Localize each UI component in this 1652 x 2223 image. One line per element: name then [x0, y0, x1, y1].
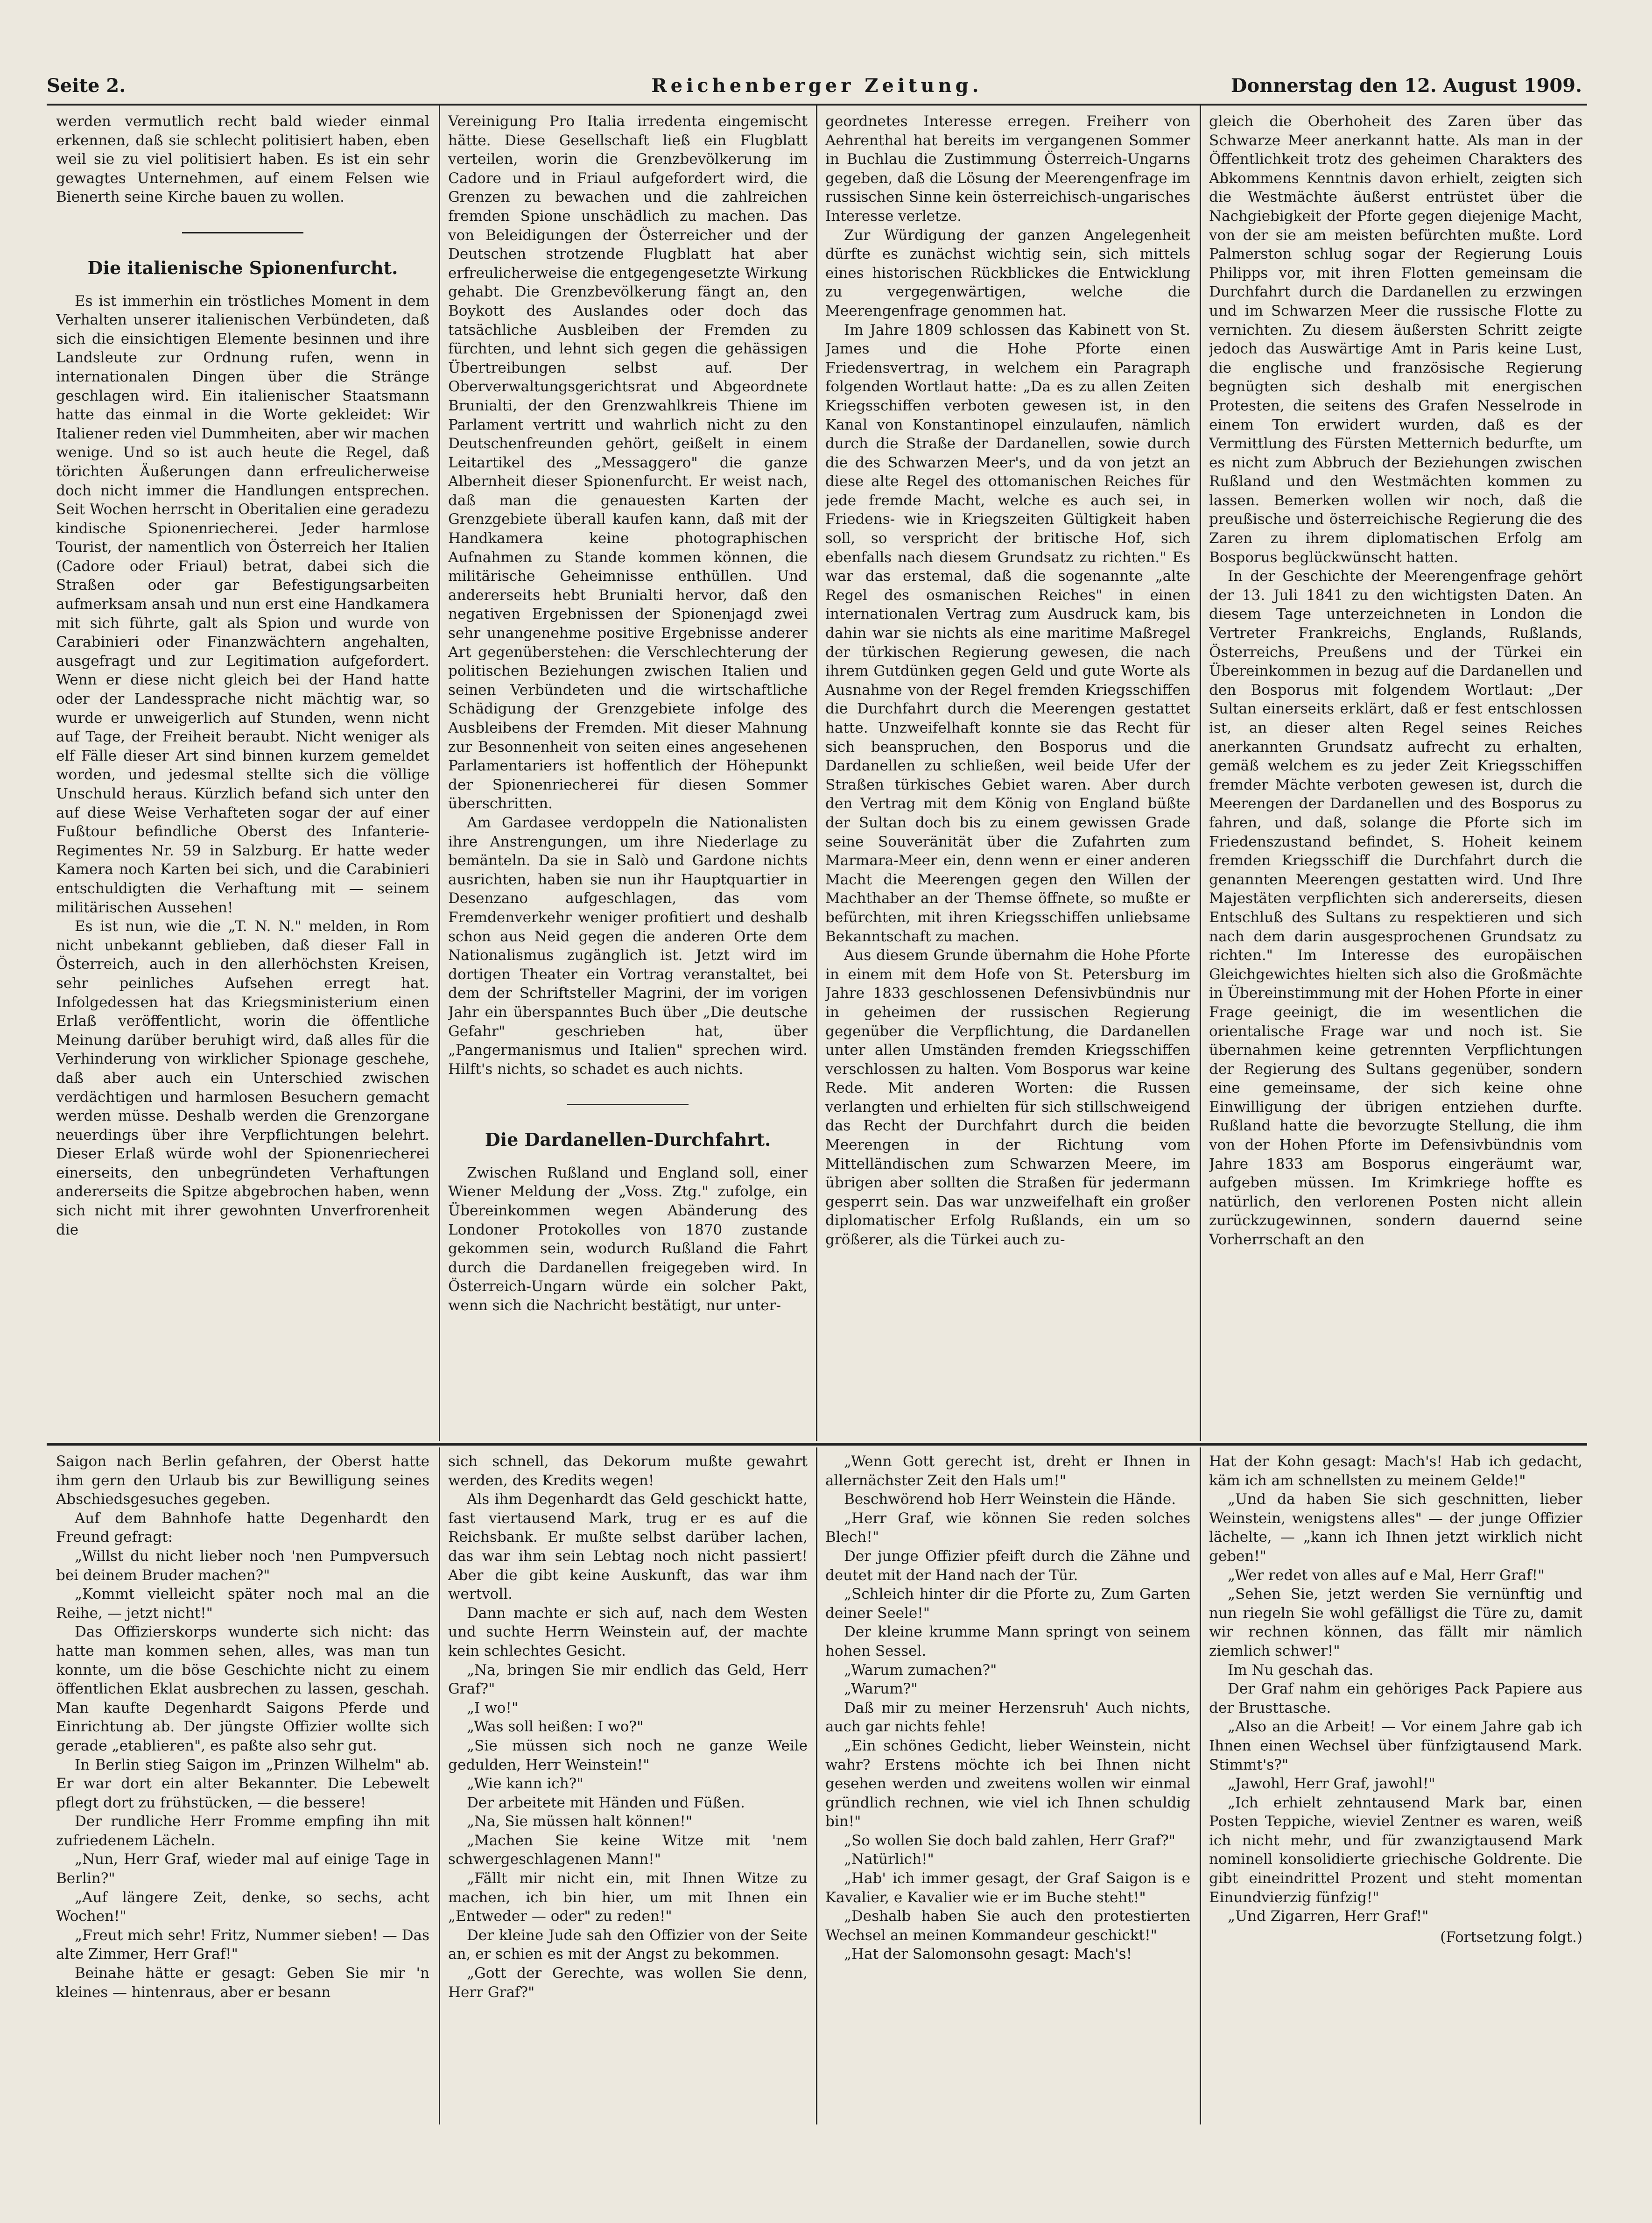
- story-text: „Warum?": [844, 1680, 918, 1698]
- masthead-title: Reichenberger Zeitung.: [651, 75, 983, 97]
- article-text: Aus diesem Grunde übernahm die Hohe Pforte in einem mit dem Hofe von St. Petersburg im Jahre 1833 geschlossenen Defensivbündnis nur in geheimen der russischen Regierung gegenüber die Verpflichtung, die Dardanellen unter allen Umständen fremden Kriegsschiffen verschlossen zu halten. Vom Bosporus war keine Rede. Mit anderen Worten: die Russen verlangten und erhielten für sich stillschweigend das Recht der Durchfahrt durch die beiden Meerengen in der Richtung vom Mittelländischen zum Schwarzen Meere, im übrigen aber sollten die Straßen für jedermann gesperrt sein. Das war unzweifelhaft ein großer diplomatischer Erfolg Rußlands, ein um so größerer, als die Türkei auch zu-: [825, 947, 1190, 1249]
- article-text: werden vermutlich recht bald wieder einmal erkennen, daß sie schlecht politisiert haben, eben weil sie zu viel politisiert haben. Es ist ein sehr gewagtes Unternehmen, auf einem Felsen wie Bienerth seine Kirche bauen zu wollen.: [56, 113, 429, 206]
- story-text: In Berlin stieg Saigon im „Prinzen Wilhelm" ab. Er war dort ein alter Bekannter. Die Lebewelt pflegt dort zu frühstücken, — die bessere!: [56, 1756, 429, 1811]
- story-text: Der kleine krumme Mann springt von seinem hohen Sessel.: [825, 1623, 1190, 1659]
- article-text: Es ist nun, wie die „T. N. N." melden, in Rom nicht unbekannt geblieben, daß dieser Fall in Österreich, auch in den allerhöchsten Kreisen, sehr peinliches Aufsehen erregt hat. Infolgedessen hat das Kriegsministerium einen Erlaß veröffentlicht, worin die öffentliche Meinung darüber beruhigt wird, daß alles für die Verhinderung von wirklicher Spionage geschehe, daß aber auch ein Unterschied zwischen verdächtigen und harmlosen Besuchern gemacht werden müsse. Deshalb werden die Grenzorgane neuerdings über ihre Verpflichtungen belehrt. Dieser Erlaß würde wohl der Spionenriecherei einerseits, den unbegründeten Verhaftungen andererseits die Spitze abgebrochen haben, wenn sich nicht mit ihrer gewohnten Unverfrorenheit die: [56, 918, 429, 1238]
- article-text: In der Geschichte der Meerengenfrage gehört der 13. Juli 1841 zu den wichtigsten Daten. An diesem Tage unterzeichneten in London die Vertreter Frankreichs, Englands, Rußlands, Österreichs, Preußens und der Türkei ein Übereinkommen in bezug auf die Dardanellen und den Bosporus mit folgendem Wortlaut: „Der Sultan einerseits erklärt, daß er fest entschlossen ist, an dieser alten Regel seines Reiches anerkannten Grundsatz aufrecht zu erhalten, gemäß welchem es zu jeder Zeit Kriegsschiffen fremder Mächte verboten gewesen ist, durch die Meerengen der Dardanellen und des Bosporus zu fahren, und daß, solange die Pforte sich im Friedenszustand befindet, S. Hoheit keinem fremden Kriegsschiff die Durchfahrt durch die genannten Meerengen gestatten wird. Und Ihre Majestäten verpflichten sich andererseits, diesen Entschluß des Sultans zu respektieren und sich nach dem darin ausgesprochenen Grundsatz zu richten." Im Interesse des europäischen Gleichgewichtes hielten sich also die Großmächte in Übereinstimmung mit der Hohen Pforte in einer Frage geeinigt, die im wesentlichen die orientalische Frage war und noch ist. Sie übernahmen keine getrennten Verpflichtungen der Regierung des Sultans gegenüber, sondern eine gemeinsame, der sich keine ohne Einwilligung der übrigen entziehen durfte. Rußland hatte die bevorzugte Stellung, die ihm von der Hohen Pforte im Defensivbündnis vom Jahre 1833 am Bosporus eingeräumt war, aufgeben müssen. Im Krimkriege hoffte es natürlich, den verlorenen Posten nicht allein zurückzugewinnen, sondern dauernd seine Vorherrschaft an den: [1209, 568, 1582, 1249]
- story-text: „Also an die Arbeit! — Vor einem Jahre gab ich Ihnen einen Wechsel über fünfzigtausend Mark. Stimmt's?": [1209, 1718, 1582, 1773]
- story-text: „Sie müssen sich noch ne ganze Weile gedulden, Herr Weinstein!": [448, 1737, 808, 1773]
- story-text: Das Offizierskorps wunderte sich nicht: das hatte man kommen sehen, alles, was man tun konnte, um die böse Geschichte nicht zu einem öffentlichen Eklat ausbrechen zu lassen, geschah. Man kaufte Degenhardt Saigons Pferde und Einrichtung ab. Der jüngste Offizier wollte sich gerade „etablieren", es paßte also sehr gut.: [56, 1623, 429, 1754]
- feuilleton-column-3: [825, 1452, 1190, 2120]
- story-text: „Willst du nicht lieber noch 'nen Pumpversuch bei deinem Bruder machen?": [56, 1547, 429, 1584]
- article-column-3: [825, 112, 1190, 1438]
- story-text: „Auf längere Zeit, denke, so sechs, acht Wochen!": [56, 1889, 429, 1925]
- story-text: „Schleich hinter dir die Pforte zu, Zum Garten deiner Seele!": [825, 1586, 1190, 1622]
- story-text: „Natürlich!": [844, 1851, 934, 1868]
- story-text: Als ihm Degenhardt das Geld geschickt hatte, fast viertausend Mark, trug er es auf die Reichsbank. Er mußte selbst darüber lachen, das war ihm sein Lebtag noch nicht passiert! Aber die gibt keine Auskunft, das war ihm wertvoll.: [448, 1491, 808, 1603]
- story-text: „Und da haben Sie sich geschnitten, lieber Weinstein, wenigstens alles" — der junge Offizier lächelte, — „kann ich Ihnen jetzt wirklich nicht geben!": [1209, 1491, 1582, 1565]
- story-text: „Herr Graf, wie können Sie reden solches Blech!": [825, 1510, 1190, 1546]
- story-text: Im Nu geschah das.: [1228, 1661, 1374, 1679]
- story-text: „Hat der Salomonsohn gesagt: Mach's!: [844, 1946, 1132, 1963]
- article-text: geordnetes Interesse erregen. Freiherr von Aehrenthal hat bereits im vergangenen Sommer in Buchlau die Zustimmung Österreich-Ungarns gegeben, daß die Lösung der Meerengenfrage im russischen Sinne kein österreichisch-ungarisches Interesse verletze.: [825, 113, 1190, 225]
- article-column-4: [1209, 112, 1582, 1438]
- issue-date: Donnerstag den 12. August 1909.: [1230, 75, 1582, 97]
- story-text: „Gott der Gerechte, was wollen Sie denn, Herr Graf?": [448, 1965, 808, 2001]
- story-text: „Na, bringen Sie mir endlich das Geld, Herr Graf?": [448, 1661, 808, 1698]
- story-text: „Wie kann ich?": [467, 1775, 583, 1793]
- story-text: „Jawohl, Herr Graf, jawohl!": [1228, 1775, 1435, 1793]
- story-text: „Deshalb haben Sie auch den protestierten Wechsel an meinen Kommandeur geschickt!": [825, 1908, 1190, 1944]
- feuilleton-column-4: [1209, 1452, 1582, 2120]
- story-text: Der Graf nahm ein gehöriges Pack Papiere aus der Brusttasche.: [1209, 1680, 1582, 1716]
- article-text: Zwischen Rußland und England soll, einer Wiener Meldung der „Voss. Ztg." zufolge, ein Übereinkommen wegen Abänderung des Londoner Protokolles von 1870 zustande gekommen sein, wodurch Rußland die Fahrt durch die Dardanellen freigegeben wird. In Österreich-Ungarn würde ein solcher Pakt, wenn sich die Nachricht bestätigt, nur unter-: [448, 1164, 808, 1314]
- story-text: Hat der Kohn gesagt: Mach's! Hab ich gedacht, käm ich am schnellsten zu meinem Gelde!": [1209, 1453, 1582, 1489]
- feuilleton-column-2: [448, 1452, 808, 2120]
- article-column-1: [56, 112, 429, 1438]
- article-text: Im Jahre 1809 schlossen das Kabinett von St. James und die Hohe Pforte einen Friedensvertrag, in welchem ein Paragraph folgenden Wortlaut hatte: „Da es zu allen Zeiten Kriegsschiffen verboten gewesen ist, in den Kanal von Konstantinopel einzulaufen, nämlich durch die Straße der Dardanellen, sowie durch die des Schwarzen Meer's, und da von jetzt an diese alte Regel des ottomanischen Reiches für jede fremde Macht, welche es auch sei, in Friedens- wie in Kriegszeiten Gültigkeit haben soll, so verspricht der britische Hof, sich ebenfalls nach diesem Grundsatz zu richten." Es war das erstemal, daß die sogenannte „alte Regel des osmanischen Reiches" in einen internationalen Vertrag zum Ausdruck kam, bis dahin war sie nichts als eine maritime Maßregel der türkischen Regierung gewesen, die nach ihrem Gutdünken gegen Geld und gute Worte als Ausnahme von der Regel fremden Kriegsschiffen die Durchfahrt durch die Meerengen gestattet hatte. Unzweifelhaft konnte sie das Recht für sich beanspruchen, den Bosporus und die Dardanellen zu schließen, weil beide Ufer der Straßen türkisches Gebiet waren. Aber durch den Vertrag mit dem König von England büßte der Sultan doch bis zu einem gewissen Grade seine Souveränität über die Zufahrten zum Marmara-Meer ein, denn wenn er einer anderen Macht die Meerengen gegen den Willen der Machthaber an der Themse öffnete, so mußte er befürchten, mit ihren Kriegsschiffen unliebsame Bekanntschaft zu machen.: [825, 321, 1190, 945]
- article-heading: Die Dardanellen-Durchfahrt.: [485, 1129, 771, 1150]
- continuation-note: (Fortsetzung folgt.): [1440, 1928, 1582, 1946]
- article-separator: [567, 1104, 689, 1105]
- column-rule: [439, 1447, 440, 2124]
- column-rule: [1200, 1447, 1201, 2124]
- story-text: „I wo!": [467, 1699, 519, 1716]
- story-text: „Na, Sie müssen halt können!": [467, 1813, 693, 1830]
- article-heading: Die italienische Spionenfurcht.: [87, 257, 398, 278]
- story-text: sich schnell, das Dekorum mußte gewahrt werden, des Kredits wegen!: [448, 1453, 808, 1489]
- column-rule: [816, 1447, 817, 2124]
- story-text: „Und Zigarren, Herr Graf!": [1228, 1908, 1429, 1925]
- story-text: „Hab' ich immer gesagt, der Graf Saigon is e Kavalier, e Kavalier wie er im Buche steht!": [825, 1870, 1190, 1906]
- story-text: Der arbeitete mit Händen und Füßen.: [467, 1794, 745, 1811]
- section-divider: [47, 1443, 1587, 1446]
- story-text: Beschwörend hob Herr Weinstein die Hände.: [844, 1491, 1176, 1508]
- story-text: „Wer redet von alles auf e Mal, Herr Graf!": [1228, 1567, 1545, 1584]
- story-text: „Fällt mir nicht ein, mit Ihnen Witze zu machen, ich bin hier, um mit Ihnen ein „Entweder — oder" zu reden!": [448, 1870, 808, 1925]
- story-text: Beinahe hätte er gesagt: Geben Sie mir 'n kleines — hintenraus, aber er besann: [56, 1965, 429, 2001]
- story-text: „Sehen Sie, jetzt werden Sie vernünftig und nun riegeln Sie wohl gefälligst die Türe zu, damit wir rechnen können, das fällt mir nämlich ziemlich schwer!": [1209, 1586, 1582, 1659]
- article-text: Es ist immerhin ein tröstliches Moment in dem Verhalten unserer italienischen Verbündeten, daß sich die einsichtigen Elemente besinnen und ihre Landsleute zur Ordnung rufen, wenn in internationalen Dingen über die Stränge geschlagen wird. Ein italienischer Staatsmann hatte das einmal in die Worte gekleidet: Wir Italiener reden viel Dummheiten, aber wir machen wenige. Und so ist auch heute die Regel, daß törichten Äußerungen dann erfreulicherweise doch nicht immer die Handlungen entsprechen. Seit Wochen herrscht in Oberitalien eine geradezu kindische Spionenriecherei. Jeder harmlose Tourist, der namentlich von Österreich her Italien (Cadore oder Friaul) betrat, dabei sich die Straßen oder gar Befestigungsarbeiten aufmerksam ansah und nun erst eine Handkamera mit sich führte, galt als Spion und wurde von Carabinieri oder Finanzwächtern angehalten, ausgefragt und zur Legitimation aufgefordert. Wenn er diese nicht gleich bei der Hand hatte oder der Landessprache nicht mächtig war, so wurde er unweigerlich auf Stunden, wenn nicht auf Tage, der Freiheit beraubt. Nicht weniger als elf Fälle dieser Art sind binnen kurzem gemeldet worden, und jedesmal stellte sich die völlige Unschuld heraus. Kürzlich befand sich unter den auf diese Weise Verhafteten sogar der auf einer Fußtour befindliche Oberst des Infanterie-Regimentes Nr. 59 in Salzburg. Er hatte weder Kamera noch Karten bei sich, und die Carabinieri entschuldigten die Verhaftung mit — seinem militärischen Aussehen!: [56, 292, 429, 916]
- story-text: „Ein schönes Gedicht, lieber Weinstein, nicht wahr? Erstens möchte ich bei Ihnen nicht gesehen werden und zweitens wollen wir einmal gründlich rechnen, wie viel ich Ihnen schuldig bin!": [825, 1737, 1190, 1830]
- article-column-2: [448, 112, 808, 1438]
- story-text: „Wenn Gott gerecht ist, dreht er Ihnen in allernächster Zeit den Hals um!": [825, 1453, 1190, 1489]
- article-text: Vereinigung Pro Italia irredenta eingemischt hätte. Diese Gesellschaft ließ ein Flugblatt verteilen, worin die Grenzbevölkerung im Cadore und in Friaul aufgefordert wird, die Grenzen zu bewachen und die zahlreichen fremden Spione unschädlich zu machen. Das von Beleidigungen der Österreicher und der Deutschen strotzende Flugblatt hat aber erfreulicherweise die entgegengesetzte Wirkung gehabt. Die Grenzbevölkerung fängt an, den Boykott des Auslandes oder doch das tatsächliche Ausbleiben der Fremden zu fürchten, und lehnt sich gegen die gehässigen Übertreibungen selbst auf. Der Oberverwaltungsgerichtsrat und Abgeordnete Brunialti, der den Grenzwahlkreis Thiene im Parlament vertritt und wahrlich nicht zu den Deutschenfreunden gehört, geißelt in einem Leitartikel des „Messaggero" die ganze Albernheit dieser Spionenfurcht. Er weist nach, daß man die genauesten Karten der Grenzgebiete überall kaufen kann, daß mit der Handkamera keine photographischen Aufnahmen zu Stande kommen können, die militärische Geheimnisse enthüllen. Und andererseits hebt Brunialti hervor, daß den negativen Ergebnissen der Spionenjagd zwei sehr unangenehme positive Ergebnisse anderer Art gegenüberstehen: die Verschlechterung der politischen Beziehungen zwischen Italien und seinen Verbündeten und die wirtschaftliche Schädigung der Grenzgebiete infolge des Ausbleibens der Fremden. Mit dieser Mahnung zur Besonnenheit von seiten eines angesehenen Parlamentariers ist hoffentlich der Höhepunkt der Spionenriecherei für diesen Sommer überschritten.: [448, 113, 808, 812]
- story-text: Der junge Offizier pfeift durch die Zähne und deutet mit der Hand nach der Tür.: [825, 1547, 1190, 1584]
- article-text: Am Gardasee verdoppeln die Nationalisten ihre Anstrengungen, um ihre Niederlage zu bemänteln. Da sie in Salò und Gardone nichts ausrichten, haben sie nun ihr Hauptquartier in Desenzano aufgeschlagen, das vom Fremdenverkehr weniger profitiert und deshalb schon aus Neid gegen die anderen Orte dem Nationalismus zugänglich ist. Jetzt wird im dortigen Theater ein Vortrag veranstaltet, bei dem der Schriftsteller Magrini, der im vorigen Jahr ein überspanntes Buch über „Die deutsche Gefahr" geschrieben hat, über „Pangermanismus und Italien" sprechen wird. Hilft's nichts, so schadet es auch nichts.: [448, 814, 808, 1078]
- column-rule: [439, 106, 440, 1441]
- column-rule: [816, 106, 817, 1441]
- story-text: „Freut mich sehr! Fritz, Nummer sieben! — Das alte Zimmer, Herr Graf!": [56, 1927, 429, 1963]
- story-text: „Machen Sie keine Witze mit 'nem schwergeschlagenen Mann!": [448, 1832, 808, 1868]
- story-text: Saigon nach Berlin gefahren, der Oberst hatte ihm gern den Urlaub bis zur Bewilligung seines Abschiedsgesuches gegeben.: [56, 1453, 429, 1508]
- story-text: Der rundliche Herr Fromme empfing ihn mit zufriedenem Lächeln.: [56, 1813, 429, 1849]
- article-text: Zur Würdigung der ganzen Angelegenheit dürfte es zunächst wichtig sein, sich mittels eines historischen Rückblickes die Entwicklung zu vergegenwärtigen, welche die Meerengenfrage genommen hat.: [825, 226, 1190, 319]
- column-rule: [1200, 106, 1201, 1441]
- story-text: „So wollen Sie doch bald zahlen, Herr Graf?": [844, 1832, 1175, 1849]
- story-text: „Ich erhielt zehntausend Mark bar, einen Posten Teppiche, wieviel Zentner es waren, weiß ich nicht mehr, und für zwanzigtausend Mark nominell konsolidierte griechische Goldrente. Die gibt eineindrittel Prozent und steht momentan Einundvierzig fünfzig!": [1209, 1794, 1582, 1906]
- story-text: „Kommt vielleicht später noch mal an die Reihe, — jetzt nicht!": [56, 1586, 429, 1622]
- story-text: Der kleine Jude sah den Offizier von der Seite an, er schien es mit der Angst zu bekommen.: [448, 1927, 808, 1963]
- story-text: „Nun, Herr Graf, wieder mal auf einige Tage in Berlin?": [56, 1851, 429, 1887]
- story-text: „Warum zumachen?": [844, 1661, 997, 1679]
- article-separator: [182, 232, 303, 233]
- page-number: Seite 2.: [47, 75, 126, 97]
- story-text: Dann machte er sich auf, nach dem Westen und suchte Herrn Weinstein auf, der machte kein schlechtes Gesicht.: [448, 1604, 808, 1659]
- story-text: „Was soll heißen: I wo?": [467, 1718, 644, 1736]
- story-text: Daß mir zu meiner Herzensruh' Auch nichts, auch gar nichts fehle!: [825, 1699, 1190, 1736]
- article-text: gleich die Oberhoheit des Zaren über das Schwarze Meer anerkannt hatte. Als man in der Öffentlichkeit trotz des geheimen Charakters des Abkommens Kenntnis davon erhielt, zeigten sich die Westmächte äußerst entrüstet über die Nachgiebigkeit der Pforte gegen diejenige Macht, von der sie am meisten befürchten mußte. Lord Palmerston schlug sogar der Regierung Louis Philipps vor, mit ihren Flotten gemeinsam die Durchfahrt durch die Dardanellen zu erzwingen und im Schwarzen Meer die russische Flotte zu vernichten. Zu diesem äußersten Schritt zeigte jedoch das Auswärtige Amt in Paris keine Lust, die englische und französische Regierung begnügten sich deshalb mit energischen Protesten, die seitens des Grafen Nesselrode in einem Ton erwidert wurden, daß es der Vermittlung des Fürsten Metternich bedurfte, um es nicht zum Abbruch der Beziehungen zwischen Rußland und den Westmächten kommen zu lassen. Bemerken wollen wir noch, daß die preußische und österreichische Regierung die des Zaren zu ihrem diplomatischen Erfolg am Bosporus beglückwünscht hatten.: [1209, 113, 1582, 566]
- feuilleton-column-1: [56, 1452, 429, 2120]
- story-text: Auf dem Bahnhofe hatte Degenhardt den Freund gefragt:: [56, 1510, 429, 1546]
